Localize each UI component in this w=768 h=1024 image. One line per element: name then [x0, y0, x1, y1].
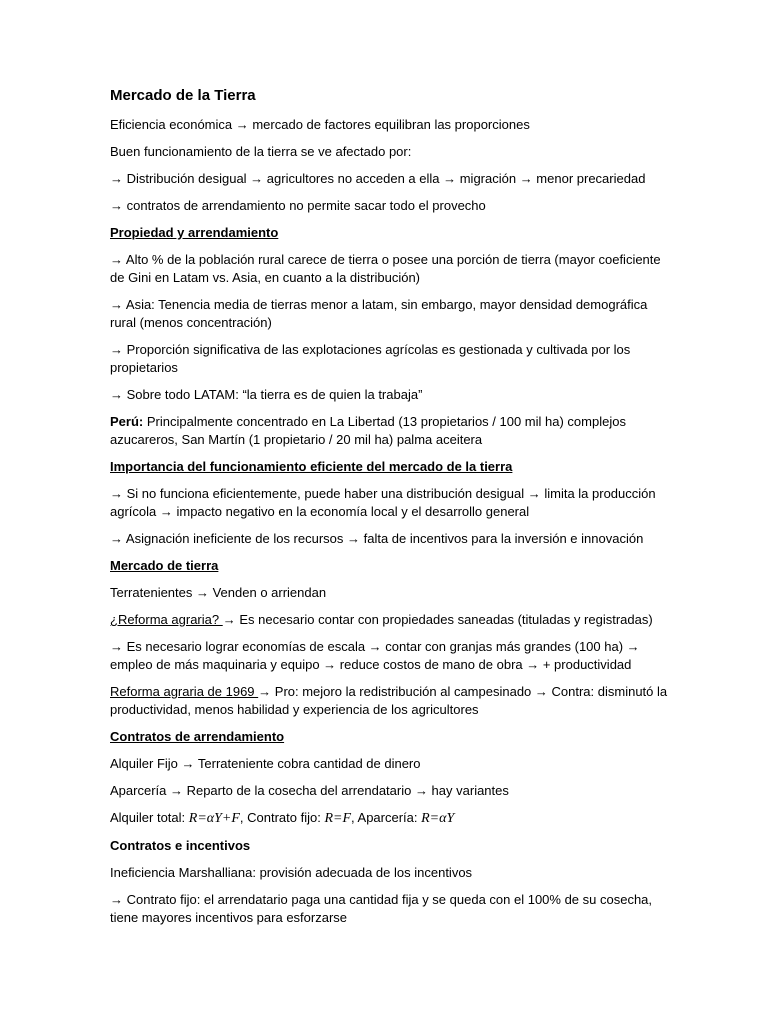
reforma-text: → Es necesario contar con propiedades saneadas (tituladas y registradas) [222, 612, 653, 627]
mercado-line-3: → Es necesario lograr economías de escala → contar con granjas más grandes (100 ha) → empleo de más maquinaria y equipo → reduce costos de mano de obra → + productividad [110, 639, 640, 672]
mercado-line-1: Terratenientes → Venden o arriendan [110, 585, 327, 600]
formula-label-aparceria: , Aparcería: [351, 810, 422, 825]
formula-line [110, 809, 670, 828]
formula-total: R=αY+F [188, 811, 240, 826]
document-title: Mercado de la Tierra [110, 87, 256, 104]
intro-line-2: Buen funcionamiento de la tierra se ve afectado por: [110, 144, 412, 159]
formula-fijo: R=F [324, 811, 352, 826]
formula-aparceria: R=αY [421, 811, 455, 826]
reforma-1969-text: → Pro: mejoro la redistribución al campesinado → Contra: disminutó la productividad, menos habilidad y experiencia de los agricultores [110, 684, 668, 717]
peru-paragraph [110, 413, 670, 449]
importancia-item-1: → Si no funciona eficientemente, puede haber una distribución desigual → limita la producción agrícola → impacto negativo en la economía local y el desarrollo general [110, 486, 656, 519]
peru-text: Principalmente concentrado en La Libertad (13 propietarios / 100 mil ha) complejos azucareros, San Martín (1 propietario / 20 mil ha) palma aceitera [110, 414, 626, 447]
incentivos-line-2: → Contrato fijo: el arrendatario paga una cantidad fija y se queda con el 100% de su cosecha, tiene mayores incentivos para esforzarse [110, 892, 653, 925]
section-heading-importancia: Importancia del funcionamiento eficiente del mercado de la tierra [110, 459, 513, 474]
intro-line-1: Eficiencia económica → mercado de factores equilibran las proporciones [110, 117, 530, 132]
reforma-1969-label: Reforma agraria de 1969 [110, 684, 259, 699]
peru-label: Perú: [110, 414, 144, 429]
incentivos-line-1: Ineficiencia Marshalliana: provisión adecuada de los incentivos [110, 865, 473, 880]
reforma-label: ¿Reforma agraria? [110, 612, 223, 627]
intro-line-3: → Distribución desigual → agricultores no acceden a ella → migración → menor precariedad [110, 171, 646, 186]
formula-label-fijo: , Contrato fijo: [239, 810, 325, 825]
propiedad-item-4: → Sobre todo LATAM: “la tierra es de quien la trabaja” [110, 387, 423, 402]
section-heading-contratos: Contratos de arrendamiento [110, 729, 285, 744]
document-page [110, 86, 670, 936]
formula-label-total: Alquiler total: [110, 810, 189, 825]
importancia-item-2: → Asignación ineficiente de los recursos → falta de incentivos para la inversión e innovación [110, 531, 644, 546]
section-heading-mercado: Mercado de tierra [110, 558, 219, 573]
section-heading-propiedad: Propiedad y arrendamiento [110, 225, 279, 240]
reforma-paragraph [110, 611, 670, 629]
propiedad-item-2: → Asia: Tenencia media de tierras menor a latam, sin embargo, mayor densidad demográfica rural (menos concentración) [110, 297, 648, 330]
contratos-line-1: Alquiler Fijo → Terrateniente cobra cantidad de dinero [110, 756, 421, 771]
section-heading-incentivos: Contratos e incentivos [110, 838, 251, 853]
reforma-1969-paragraph [110, 683, 670, 719]
propiedad-item-1: → Alto % de la población rural carece de tierra o posee una porción de tierra (mayor coeficiente de Gini en Latam vs. Asia, en cuanto a la distribución) [110, 252, 661, 285]
intro-line-4: → contratos de arrendamiento no permite sacar todo el provecho [110, 198, 486, 213]
propiedad-item-3: → Proporción significativa de las explotaciones agrícolas es gestionada y cultivada por los propietarios [110, 342, 631, 375]
contratos-line-2: Aparcería → Reparto de la cosecha del arrendatario → hay variantes [110, 783, 509, 798]
